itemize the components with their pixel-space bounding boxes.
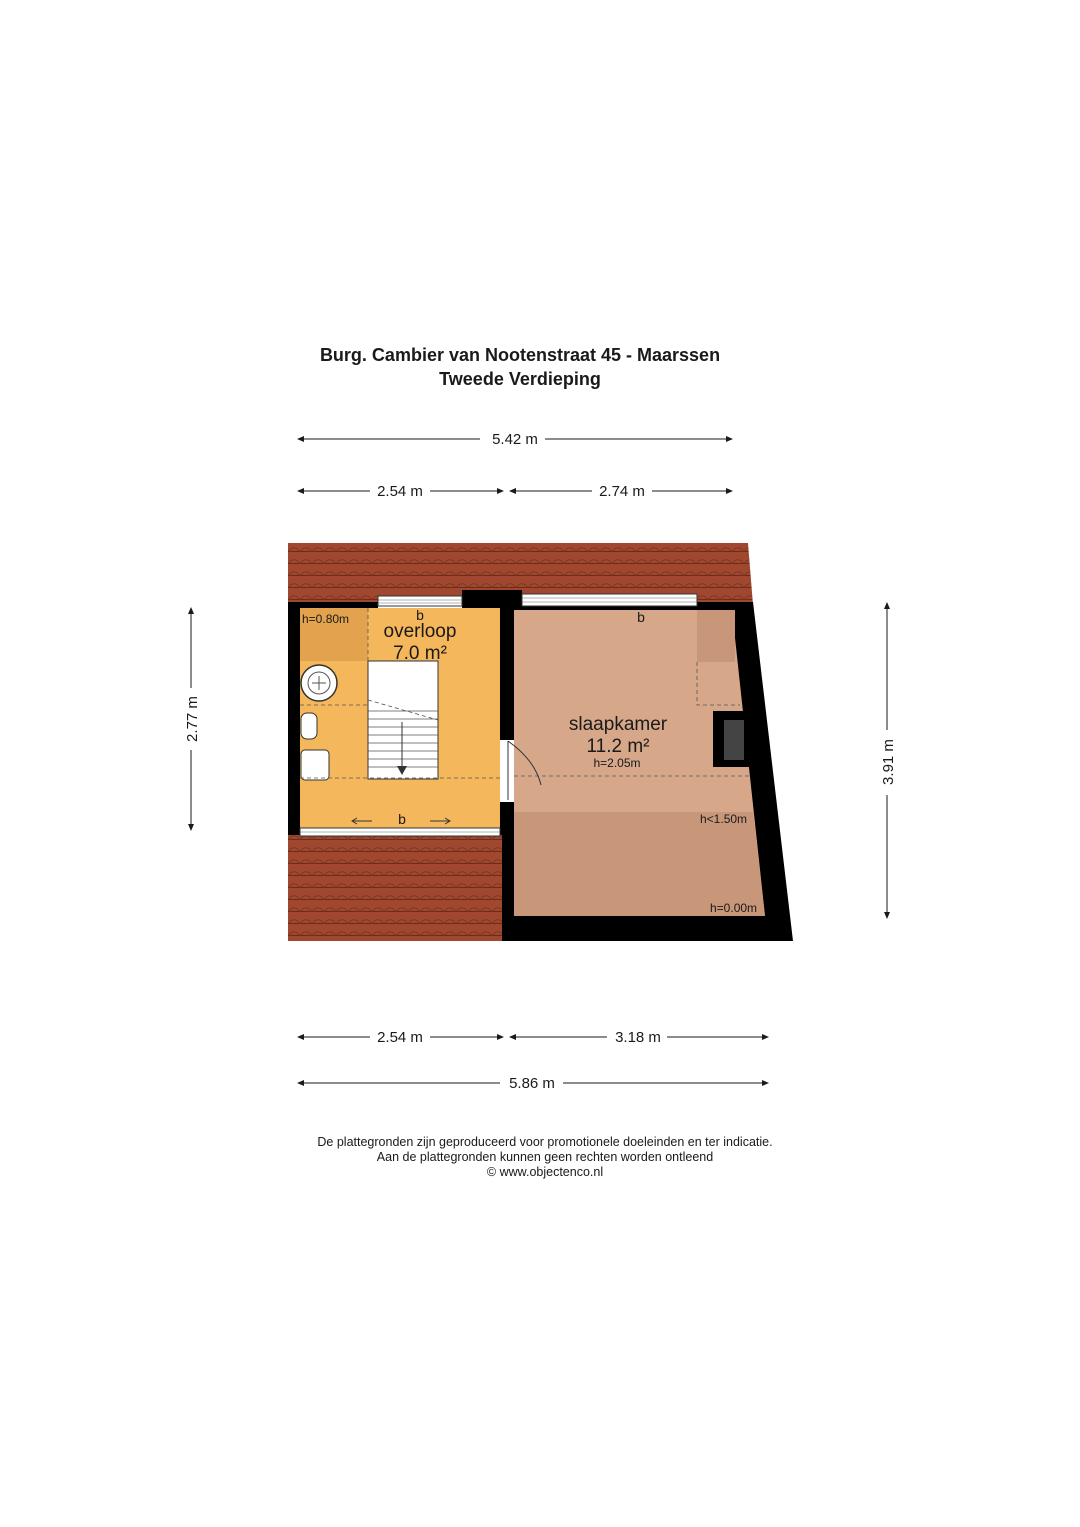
overloop-area: 7.0 m² <box>393 643 447 664</box>
slaapkamer-window-label: b <box>637 609 645 625</box>
dim-top-left: 2.54 m <box>377 483 423 500</box>
dim-top-total: 5.42 m <box>492 431 538 448</box>
sink-icon <box>301 750 329 780</box>
overloop-window-top-label: b <box>416 607 424 623</box>
slaapkamer-height-mid: h<1.50m <box>700 812 748 826</box>
dim-bottom-right: 3.18 m <box>615 1029 661 1046</box>
window-slaapkamer-top <box>522 594 697 606</box>
door-opening <box>500 740 514 802</box>
slaapkamer-height: h=2.05m <box>593 756 641 770</box>
dim-bottom-left: 2.54 m <box>377 1029 423 1046</box>
window-overloop-top <box>378 596 462 606</box>
disclaimer-line-2: Aan de plattegronden kunnen geen rechten worden ontleend <box>376 1150 714 1164</box>
dim-left-height: 2.77 m <box>184 696 201 742</box>
overloop-window-bottom-label: b <box>398 811 406 827</box>
dim-right-height: 3.91 m <box>880 739 897 785</box>
slaapkamer-height-low: h=0.00m <box>710 901 758 915</box>
toilet-icon <box>301 713 317 739</box>
dim-top-right: 2.74 m <box>599 483 645 500</box>
overloop-height-note: h=0.80m <box>302 612 350 626</box>
slaapkamer-area: 11.2 m² <box>586 736 650 757</box>
roof-bottom-left <box>288 835 502 941</box>
disclaimer-line-1: De plattegronden zijn geproduceerd voor promotionele doeleinden en ter indicatie. <box>317 1135 773 1149</box>
slaapkamer-corner-zone <box>697 610 735 662</box>
slaapkamer-name: slaapkamer <box>568 714 668 735</box>
plan-floor-title: Tweede Verdieping <box>439 369 601 389</box>
copyright-line: © www.objectenco.nl <box>486 1165 604 1179</box>
staircase <box>368 661 438 779</box>
plan-address-title: Burg. Cambier van Nootenstraat 45 - Maarssen <box>319 345 721 365</box>
dim-bottom-total: 5.86 m <box>509 1075 555 1092</box>
overloop-name: overloop <box>383 621 457 642</box>
